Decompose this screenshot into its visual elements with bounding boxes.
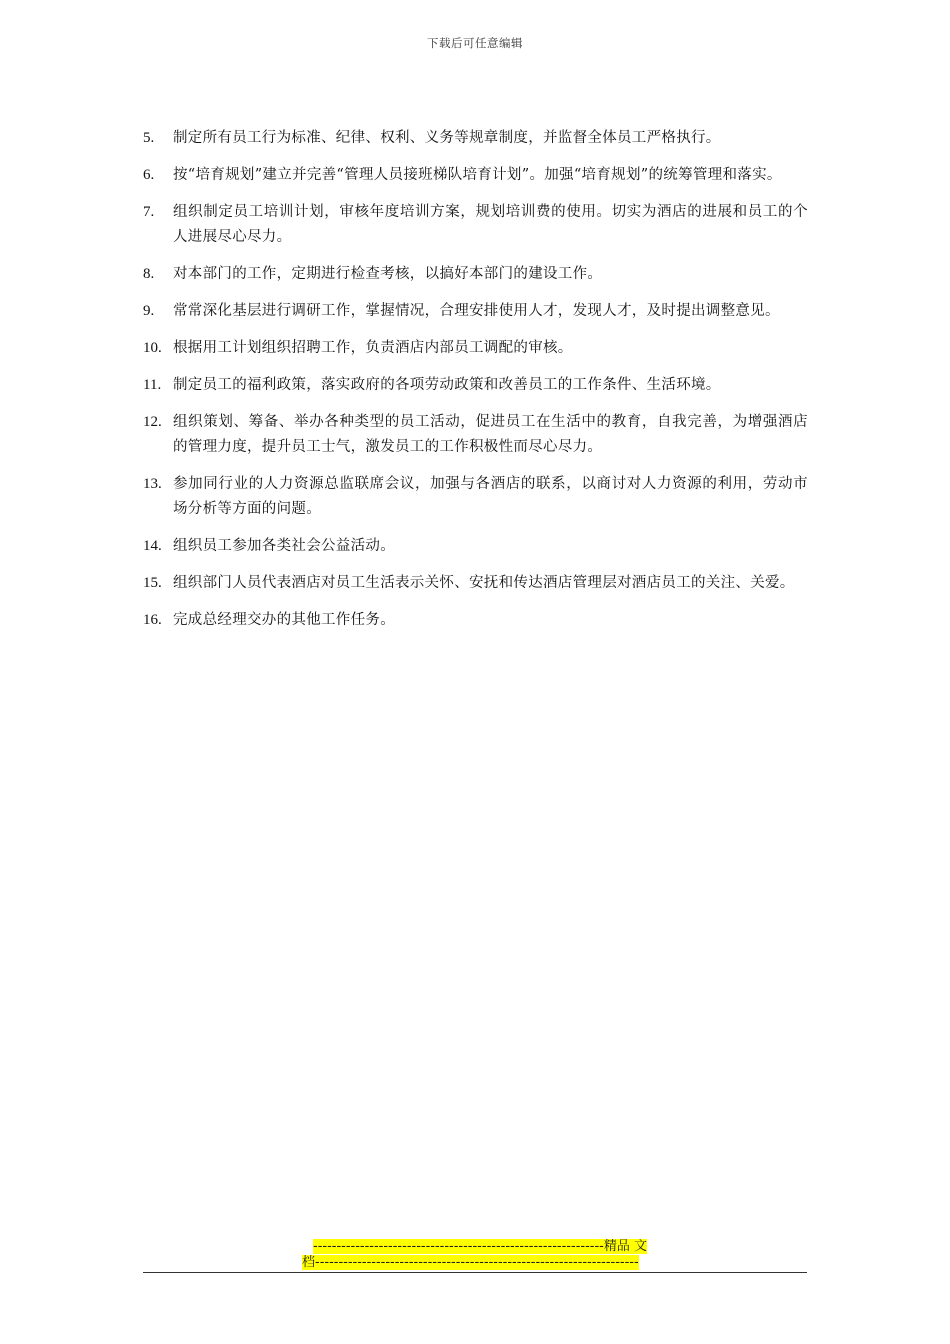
item-number: 11. xyxy=(143,377,162,393)
footer-banner-text-1: --------------------------------------------------------------精品 文 xyxy=(313,1239,647,1254)
footer-divider xyxy=(143,1272,807,1273)
list-item xyxy=(143,472,808,522)
item-number: 12. xyxy=(143,414,162,430)
list-item xyxy=(143,534,808,559)
item-text: 组织制定员工培训计划，审核年度培训方案，规划培训费的使用。切实为酒店的进展和员工的个人进展尽心尽力。 xyxy=(173,204,808,245)
page-header: 下载后可任意编辑 xyxy=(427,36,523,50)
item-text: 组织策划、筹备、举办各种类型的员工活动，促进员工在生活中的教育，自我完善，为增强酒店的管理力度，提升员工士气，激发员工的工作积极性而尽心尽力。 xyxy=(173,414,808,455)
item-number: 5. xyxy=(143,130,155,146)
list-item xyxy=(143,373,808,398)
item-text: 对本部门的工作，定期进行检查考核，以搞好本部门的建设工作。 xyxy=(173,266,603,282)
item-number: 8. xyxy=(143,266,155,282)
item-text: 常常深化基层进行调研工作，掌握情况，合理安排使用人才，发现人才，及时提出调整意见。 xyxy=(173,303,780,319)
item-text: 根据用工计划组织招聘工作，负责酒店内部员工调配的审核。 xyxy=(173,340,573,356)
item-number: 16. xyxy=(143,612,162,628)
item-text: 组织部门人员代表酒店对员工生活表示关怀、安抚和传达酒店管理层对酒店员工的关注、关爱。 xyxy=(173,575,795,591)
item-text: 完成总经理交办的其他工作任务。 xyxy=(173,612,395,628)
item-text: 组织员工参加各类社会公益活动。 xyxy=(173,538,395,554)
list-item xyxy=(143,299,808,324)
list-item xyxy=(143,200,808,250)
list-item xyxy=(143,336,808,361)
list-item xyxy=(143,262,808,287)
item-number: 13. xyxy=(143,476,162,492)
list-item xyxy=(143,410,808,460)
list-item xyxy=(143,571,808,596)
list-item xyxy=(143,163,808,188)
footer-banner-line-2 xyxy=(302,1255,652,1271)
item-text: 参加同行业的人力资源总监联席会议，加强与各酒店的联系，以商讨对人力资源的利用，劳动市场分析等方面的问题。 xyxy=(173,476,808,517)
list-item xyxy=(143,608,808,633)
item-text: 制定员工的福利政策，落实政府的各项劳动政策和改善员工的工作条件、生活环境。 xyxy=(173,377,721,393)
duty-list xyxy=(143,126,808,645)
item-number: 9. xyxy=(143,303,155,319)
item-number: 15. xyxy=(143,575,162,591)
item-text: 制定所有员工行为标准、纪律、权利、义务等规章制度，并监督全体员工严格执行。 xyxy=(173,130,721,146)
footer-banner xyxy=(302,1239,652,1271)
item-number: 7. xyxy=(143,204,155,220)
item-text: 按“培育规划”建立并完善“管理人员接班梯队培育计划”。加强“培育规划”的统筹管理和落实。 xyxy=(173,167,782,183)
footer-banner-text-2: 档--------------------------------------------------------------------- xyxy=(302,1255,639,1270)
list-item xyxy=(143,126,808,151)
footer-banner-line-1 xyxy=(302,1239,652,1255)
item-number: 10. xyxy=(143,340,162,356)
item-number: 14. xyxy=(143,538,162,554)
item-number: 6. xyxy=(143,167,155,183)
